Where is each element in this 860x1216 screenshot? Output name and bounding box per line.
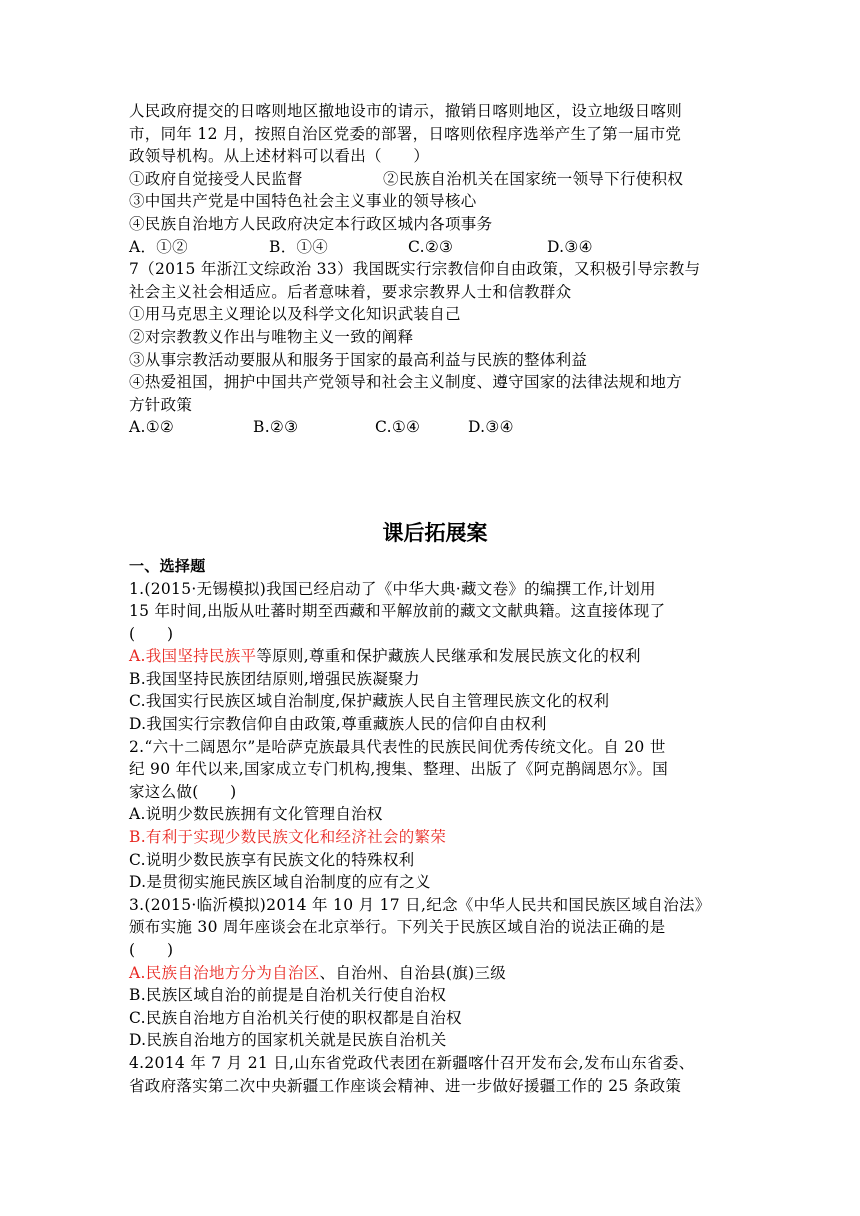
question-6-tail (129, 100, 741, 258)
stem-line: 市，同年 12 月，按照自治区党委的部署，日喀则依程序选举产生了第一届市党 (129, 124, 682, 143)
option-2: ②民族自治机关在国家统一领导下行使积权 (383, 169, 684, 188)
option-a: A.说明少数民族拥有文化管理自治权 (129, 805, 383, 824)
stem-line: ( ) (129, 941, 174, 959)
answer-choices (129, 416, 741, 439)
option-d: D.是贯彻实施民族区域自治制度的应有之义 (129, 873, 431, 892)
stem-line: 3.(2015·临沂模拟)2014 年 10 月 17 日,纪念《中华人民共和国民族区域自治法》 (129, 895, 711, 914)
highlighted-answer: A.民族自治地方分为自治区 (129, 963, 320, 982)
stem-line: 社会主义社会相适应。后者意味着，要求宗教界人士和信教群众 (129, 282, 572, 301)
option-a (129, 645, 741, 668)
option-line (129, 168, 741, 191)
option-2: ②对宗教教义作出与唯物主义一致的阐释 (129, 327, 414, 346)
choice-c: C.①④ (375, 418, 421, 437)
option-a-rest: 、自治州、自治县(旗)三级 (319, 963, 507, 982)
question-3 (129, 894, 741, 1052)
choice-a: A．①② (129, 237, 188, 256)
stem-line: 1.(2015·无锡模拟)我国已经启动了《中华大典·藏文卷》的编撰工作,计划用 (129, 579, 656, 598)
option-b-highlighted: B.有利于实现少数民族文化和经济社会的繁荣 (129, 828, 447, 847)
choice-b: B．①④ (269, 237, 329, 256)
page-title: 课后拓展案 (382, 520, 488, 545)
choice-d: D.③④ (468, 418, 514, 437)
choice-c: C.②③ (408, 237, 454, 256)
answer-choices (129, 236, 741, 259)
option-a (129, 962, 741, 985)
stem-line: 4.2014 年 7 月 21 日,山东省党政代表团在新疆喀什召开发布会,发布山东省委、 (129, 1053, 695, 1072)
option-d: D.我国实行宗教信仰自由政策,尊重藏族人民的信仰自由权利 (129, 715, 547, 734)
question-4 (129, 1052, 741, 1097)
document-page (129, 100, 741, 1097)
option-b: B.我国坚持民族团结原则,增强民族凝聚力 (129, 669, 420, 688)
stem-line: 人民政府提交的日喀则地区撤地设市的请示，撤销日喀则地区，设立地级日喀则 (129, 102, 683, 120)
stem-line: 颁布实施 30 周年座谈会在北京举行。下列关于民族区域自治的说法正确的是 (129, 918, 666, 937)
stem-line: 7（2015 年浙江文综政治 33）我国既实行宗教信仰自由政策，又积极引导宗教与 (129, 260, 701, 279)
highlighted-answer: A.我国坚持民族平 (129, 647, 257, 666)
choice-d: D.③④ (547, 237, 593, 256)
option-4: ④民族自治地方人民政府决定本行政区城内各项事务 (129, 214, 493, 233)
choice-a: A.①② (129, 418, 175, 437)
option-1: ①政府自觉接受人民监督 (129, 169, 303, 188)
stem-line: 15 年时间,出版从吐蕃时期至西藏和平解放前的藏文文献典籍。这直接体现了 (129, 602, 666, 621)
stem-line: 家这么做( ) (129, 782, 237, 801)
stem-line: ( ) (129, 624, 174, 643)
question-7 (129, 258, 741, 439)
question-2 (129, 736, 741, 894)
option-d: D.民族自治地方的国家机关就是民族自治机关 (129, 1031, 447, 1050)
option-c: C.说明少数民族享有民族文化的特殊权利 (129, 850, 415, 869)
option-c: C.我国实行民族区域自治制度,保护藏族人民自主管理民族文化的权利 (129, 692, 610, 711)
stem-line: 省政府落实第二次中央新疆工作座谈会精神、进一步做好援疆工作的 25 条政策 (129, 1076, 682, 1095)
option-b: B.民族区域自治的前提是自治机关行使自治权 (129, 986, 447, 1005)
option-3: ③中国共产党是中国特色社会主义事业的领导核心 (129, 192, 477, 211)
option-1: ①用马克思主义理论以及科学文化知识武装自己 (129, 305, 461, 324)
option-a-rest: 等原则,尊重和保护藏族人民继承和发展民族文化的权利 (256, 647, 641, 666)
choice-b: B.②③ (253, 418, 299, 437)
stem-line: 纪 90 年代以来,国家成立专门机构,搜集、整理、出版了《阿克鹊阔恩尔》。国 (129, 760, 669, 779)
stem-line: 2.“六十二阔恩尔”是哈萨克族最具代表性的民族民间优秀传统文化。自 20 世 (129, 737, 666, 756)
option-4-cont: 方针政策 (129, 395, 193, 414)
option-3: ③从事宗教活动要服从和服务于国家的最高利益与民族的整体利益 (129, 350, 588, 369)
stem-line: 政领导机构。从上述材料可以看出（ ） (129, 147, 430, 166)
option-4: ④热爱祖国，拥护中国共产党领导和社会主义制度、遵守国家的法律法规和地方 (129, 373, 683, 392)
option-c: C.民族自治地方自治机关行使的职权都是自治权 (129, 1008, 462, 1027)
section-title: 一、选择题 (129, 556, 206, 575)
question-1 (129, 578, 741, 736)
